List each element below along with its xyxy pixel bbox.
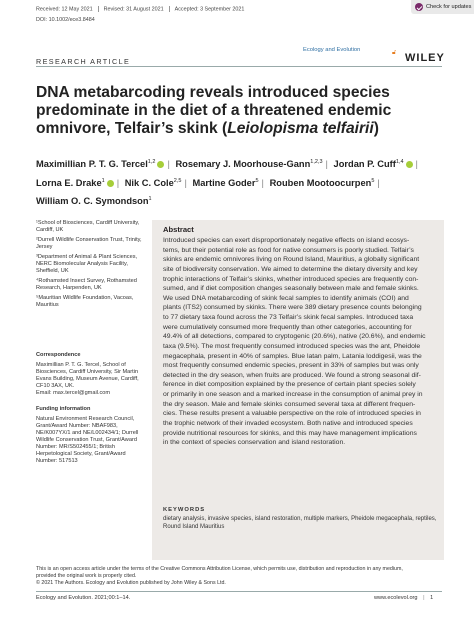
journal-citation: Ecology and Evolution. 2021;00:1–14.: [36, 595, 131, 601]
footer-right: www.ecolevol.org | 1: [374, 595, 434, 601]
doi[interactable]: DOI: 10.1002/ece3.8484: [36, 17, 95, 23]
orcid-icon[interactable]: [157, 161, 164, 168]
keywords-text: dietary analysis, invasive species, island restoration, multiple markers, Pheidole megacephala, reptiles, Round Island Mauritius: [163, 516, 437, 530]
affiliation: ⁵Mauritian Wildlife Foundation, Vacoas, Mauritius: [36, 295, 134, 308]
correspondence-address: Maximillian P. T. G. Tercel, School of Biosciences, Cardiff University, Sir Martin Evans Building, Museum Avenue, Cardiff, CF10 3AX, UK.: [36, 362, 139, 389]
article-dates: [36, 6, 244, 12]
author[interactable]: William O. C. Symondson$^1$: [36, 196, 152, 207]
orcid-icon[interactable]: [406, 161, 413, 168]
affiliation: ³Department of Animal & Plant Sciences, NERC Biomolecular Analysis Facility, Sheffield, UK: [36, 254, 138, 274]
funding-heading: Funding information: [36, 406, 91, 412]
affiliations: [36, 220, 146, 312]
species-name: Leiolopisma telfairii: [227, 120, 374, 137]
open-access-icon: 🔓︎: [392, 49, 397, 56]
orcid-icon[interactable]: [107, 180, 114, 187]
correspondence-heading: Correspondence: [36, 352, 81, 358]
accepted-date: Accepted: 3 September 2021: [174, 6, 245, 13]
header-divider: [36, 66, 442, 67]
author[interactable]: Rouben Mootoocurpen$^5$: [269, 177, 375, 188]
funding-text: Natural Environment Research Council, Grant/Award Number: NBAF983, NE/K007YX/1 and NE/L002434/1; Durrell Wildlife Conservation Trust, Grant/Award Number: MR/S502455/1; British Herpetological Society, Grant/Award Number: 517513: [36, 416, 139, 464]
abstract-text: Introduced species can exert disproportionately negative effects on island ecosys- tems, but their potential role as food for native consumers is poorly studied. Telfair’s skinks are endemic omnivores living on Round Island, Mauritius, a globally significant site of biodiversity conservation. We aimed to determine the dietary diversity and key trophic interactions of Telfair’s skinks, whether introduced species are frequently con- sumed, and if diet composition changes seasonally between male and female skinks. We used DNA metabarcoding of skink fecal samples to identify animals (COI) and plants (ITS2) consumed by skinks. There were 389 dietary presence counts belonging to 77 dietary taxa found across the 73 Telfair’s skink fecal samples. Introduced taxa were cumulatively consumed more frequently than other categories, accounting for 49.4% of all detections, compared to cryptogenic (20.6%), native (20.6%), and endemic taxa (9.5%). The most frequently consumed introduced species was the ant, Pheidole megacephala, present in 40% of samples. Blue latan palm, Latania loddigesii, was the most frequently consumed endemic species, present in 33% of samples but was only detected in the dry season, when fruits are produced. We found a strong seasonal dif- ference in diet composition explained by the presence of certain plant species solely or primarily in one season and a marked increase in the consumption of animal prey in the dry season. Male and female skinks consumed several taxa at different frequen- cies. These results present a valuable perspective on the role of introduced species in the trophic network of their invaded ecosystem. Both native and introduced species provide nutritional resources for skinks, and this may have management implications in the context of species conservation and island restoration.: [163, 237, 426, 447]
author[interactable]: Maximillian P. T. G. Tercel$^{1,2}$: [36, 159, 156, 170]
check-updates-icon: [415, 3, 423, 11]
correspondence-email[interactable]: Email: max.tercel@gmail.com: [36, 390, 111, 396]
footer-divider: [36, 591, 442, 592]
affiliation: ⁴Rothamsted Insect Survey, Rothamsted Research, Harpenden, UK: [36, 278, 137, 291]
funding-info: [36, 406, 146, 468]
author-list: Maximillian P. T. G. Tercel$^{1,2}$ | Rosemary J. Moorhouse-Gann$^{1,2,3}$ | Jordan P. Cuff$^{1,4}$ | Lorna E. Drake$^1$ | Nik C. Cole$^{2,5}$ | Martine Goder$^5$ | Rouben Mootoocurpen$^5$ | William O. C. Symondson$^1$: [36, 159, 418, 207]
abstract-heading: Abstract: [163, 225, 194, 234]
revised-date: Revised: 31 August 2021: [103, 6, 164, 13]
author[interactable]: Rosemary J. Moorhouse-Gann$^{1,2,3}$: [175, 159, 323, 170]
article-title: DNA metabarcoding reveals introduced species predominate in the diet of a threatened endemic omnivore, Telfair’s skink (Leiolopisma telfairii): [36, 84, 392, 137]
correspondence: [36, 352, 146, 400]
keywords-heading: KEYWORDS: [163, 507, 206, 513]
journal-url[interactable]: www.ecolevol.org: [374, 595, 418, 601]
author[interactable]: Nik C. Cole$^{2,5}$: [124, 177, 182, 188]
license-text: This is an open access article under the terms of the Creative Commons Attribution License, which permits use, distribution and reproduction in any medium, provided the original work is properly cited. © 2021 The Authors. Ecology and Evolution published by John Wiley & Sons Ltd.: [36, 566, 403, 586]
section-label: RESEARCH ARTICLE: [36, 57, 131, 66]
publisher-logo: WILEY: [405, 52, 445, 64]
check-updates-button[interactable]: [411, 0, 474, 14]
received-date: Received: 12 May 2021: [36, 6, 93, 13]
journal-name: Ecology and Evolution: [303, 47, 361, 53]
author[interactable]: Jordan P. Cuff$^{1,4}$: [333, 159, 404, 170]
affiliation: ²Durrell Wildlife Conservation Trust, Trinity, Jersey: [36, 237, 142, 250]
author[interactable]: Lorna E. Drake$^1$: [36, 177, 105, 188]
author[interactable]: Martine Goder$^5$: [192, 177, 259, 188]
page-number: 1: [430, 595, 434, 601]
check-updates-label: Check for updates: [426, 4, 472, 10]
affiliation: ¹School of Biosciences, Cardiff University, Cardiff, UK: [36, 220, 140, 233]
